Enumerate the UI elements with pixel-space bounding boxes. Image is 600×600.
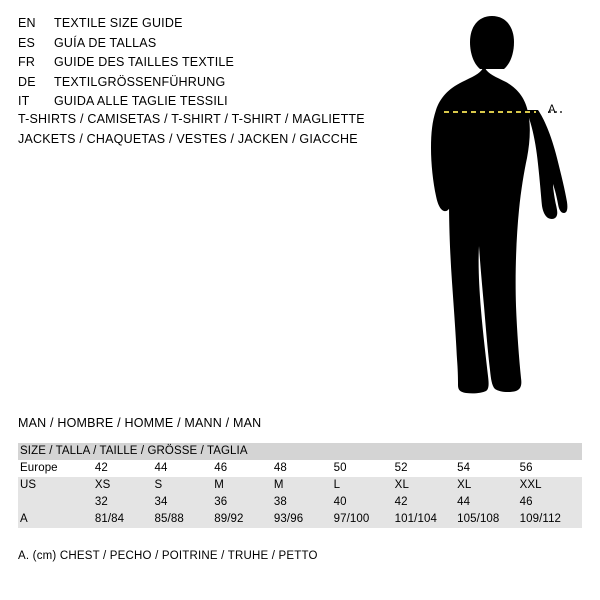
cell-value: 56 — [520, 460, 582, 477]
table-header-filler — [395, 443, 457, 460]
cell-value: 34 — [155, 494, 215, 511]
row-label: Europe — [18, 460, 95, 477]
language-code: FR — [18, 55, 36, 69]
cell-value: L — [334, 477, 395, 494]
silhouette-svg — [400, 14, 590, 399]
language-title: GUIDA ALLE TAGLIE TESSILI — [54, 94, 228, 108]
cell-value: 93/96 — [274, 511, 334, 528]
cell-value: 40 — [334, 494, 395, 511]
language-title: GUÍA DE TALLAS — [54, 35, 157, 50]
table-header-filler — [520, 443, 582, 460]
table-footnote: A. (cm) CHEST / PECHO / POITRINE / TRUHE / PETTO — [18, 550, 318, 562]
table-header-label: SIZE / TALLA / TAILLE / GRÖSSE / TAGLIA — [18, 443, 274, 460]
language-code: ES — [18, 35, 36, 50]
language-row — [18, 75, 388, 95]
cell-value: XL — [457, 477, 519, 494]
cell-value: 105/108 — [457, 511, 519, 528]
table-header-filler — [457, 443, 519, 460]
language-title: TEXTILE SIZE GUIDE — [54, 16, 183, 30]
table-row — [18, 511, 582, 528]
cell-value: 46 — [214, 460, 274, 477]
cell-value: 52 — [395, 460, 457, 477]
size-table — [18, 443, 582, 528]
cell-value: 85/88 — [155, 511, 215, 528]
table-row — [18, 494, 582, 511]
row-label — [18, 494, 95, 511]
cell-value: XL — [395, 477, 457, 494]
cell-value: 36 — [214, 494, 274, 511]
category-line-jackets: JACKETS / CHAQUETAS / VESTES / JACKEN / GIACCHE — [18, 131, 358, 146]
cell-value: M — [274, 477, 334, 494]
cell-value: M — [214, 477, 274, 494]
language-row — [18, 94, 388, 114]
cell-value: 89/92 — [214, 511, 274, 528]
cell-value: 46 — [520, 494, 582, 511]
cell-value: 81/84 — [95, 511, 155, 528]
category-block — [18, 112, 418, 151]
cell-value: 97/100 — [334, 511, 395, 528]
row-label: A — [18, 511, 95, 528]
language-row — [18, 36, 388, 56]
silhouette-body — [431, 16, 567, 393]
chest-marker-label: A — [548, 104, 556, 116]
table-row — [18, 460, 582, 477]
table-header-filler — [274, 443, 334, 460]
cell-value: 38 — [274, 494, 334, 511]
cell-value: XXL — [520, 477, 582, 494]
language-title: TEXTILGRÖSSENFÜHRUNG — [54, 74, 226, 89]
category-line-tshirts: T-SHIRTS / CAMISETAS / T-SHIRT / T-SHIRT / MAGLIETTE — [18, 112, 365, 126]
cell-value: 44 — [457, 494, 519, 511]
language-code: DE — [18, 74, 36, 89]
cell-value: 42 — [95, 460, 155, 477]
table-row — [18, 443, 582, 460]
cell-value: 42 — [395, 494, 457, 511]
language-header-block — [18, 16, 388, 114]
language-code: IT — [18, 94, 30, 108]
language-title: GUIDE DES TAILLES TEXTILE — [54, 55, 235, 69]
table-title-man: MAN / HOMBRE / HOMME / MANN / MAN — [18, 416, 262, 430]
cell-value: 54 — [457, 460, 519, 477]
cell-value: 32 — [95, 494, 155, 511]
male-silhouette-figure — [400, 14, 590, 399]
cell-value: S — [155, 477, 215, 494]
cell-value: 50 — [334, 460, 395, 477]
cell-value: 44 — [155, 460, 215, 477]
language-row — [18, 16, 388, 36]
language-code: EN — [18, 16, 36, 30]
cell-value: 101/104 — [395, 511, 457, 528]
language-row — [18, 55, 388, 75]
cell-value: 48 — [274, 460, 334, 477]
table-header-filler — [334, 443, 395, 460]
cell-value: 109/112 — [520, 511, 582, 528]
table-row — [18, 477, 582, 494]
row-label: US — [18, 477, 95, 494]
cell-value: XS — [95, 477, 155, 494]
